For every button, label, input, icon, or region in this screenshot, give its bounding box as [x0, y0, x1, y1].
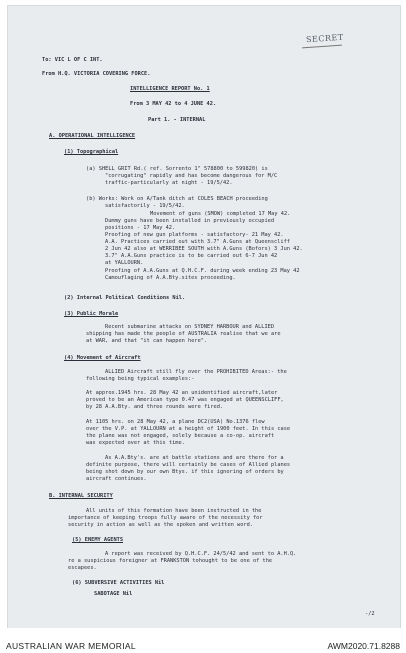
aircraft-line: As A.A.Bty's. are at battle stations and are there for a	[105, 455, 284, 461]
topo-b-line: satisfactorily - 19/5/42.	[105, 203, 185, 209]
topo-b-line: Proofing of new gun platforms - satisfactory- 21 May 42.	[105, 232, 284, 238]
topo-b-line: 2 Jun 42 also at WERRIBEE SOUTH with A.Guns (Bofors) 3 Jun 42.	[105, 246, 303, 252]
public-morale-heading: (3) Public Morale	[64, 311, 119, 317]
topo-b-line: 3.7" A.A.Guns practice is to be carried out 6-7 Jun 42	[105, 253, 278, 259]
topo-b-line: Movement of guns (SMOW) completed 17 May 42.	[150, 211, 291, 217]
agents-line: re a suspicious foreigner at FRANKSTON tohought to be one of the	[68, 558, 273, 564]
topo-a-line: "corrugating" rapidly and has become dangerous for M/C	[105, 173, 278, 179]
morale-line: Recent submarine attacks on SYDNEY HARBOUR and ALLIED	[105, 324, 275, 330]
aircraft-line: proved to be an American type 0.47 was engaged at QUEENSCLIFF,	[86, 397, 284, 403]
section-a-heading: A. OPERATIONAL INTELLIGENCE	[49, 133, 136, 139]
topo-b-line: Proofing of A.A.Guns at Q.H.C.F. during week ending 23 May 42	[105, 268, 300, 274]
aircraft-line: At approx.1945 hrs. 28 May 42 an unidentified aircraft,later	[86, 390, 278, 396]
secret-stamp: SECRET	[305, 32, 344, 45]
aircraft-line: over the V.P. at YALLOURN at a height of 1900 feet. In this case	[86, 426, 291, 432]
topographical-heading: (1) Topographical	[64, 149, 119, 155]
enemy-agents-heading: (5) ENEMY AGENTS	[72, 537, 124, 543]
topo-b-line: Dummy guns have been installed in previously occupied	[105, 218, 275, 224]
political-conditions-line: (2) Internal Political Conditions Nil.	[64, 295, 186, 301]
topo-b-line: at YALLOURN.	[105, 260, 144, 266]
aircraft-line: ALLIED Aircraft still fly over the PROHIBITED Areas:- the	[105, 369, 287, 375]
agents-line: escapees.	[68, 565, 97, 571]
topo-b-line: (b) Works: Work on A/Tank ditch at COLES BEACH proceeding	[86, 196, 268, 202]
aircraft-line: was expected over at this time.	[86, 440, 185, 446]
topo-a-line: (a) SHELL GRIT Rd.( ref. Sorrento 1" 578800 to 599820) is	[86, 166, 268, 172]
report-period: From 3 MAY 42 to 4 JUNE 42.	[130, 101, 217, 107]
topo-b-line: positions - 17 May 42.	[105, 225, 176, 231]
aircraft-line: being shot down by our own Btys. if this ignoring of orders by	[86, 469, 284, 475]
section-b-heading: B. INTERNAL SECURITY	[49, 493, 113, 499]
aircraft-line: following being typical examples:-	[86, 376, 195, 382]
aircraft-line: by 28 A.A.Bty. and three rounds were fired.	[86, 404, 224, 410]
topo-b-line: A.A. Practices carried out with 3.7" A.Guns at Queenscliff	[105, 239, 290, 245]
security-line: importance of keeping troops fully aware of the necessity for	[68, 515, 263, 521]
topo-a-line: traffic-particularly at night - 19/5/42.	[105, 180, 233, 186]
subversive-activities-line: (6) SUBVERSIVE ACTIVITIES Nil	[72, 580, 165, 586]
footer-accession-number: AWM2020.71.8288	[327, 641, 400, 651]
part-heading: Part 1. - INTERNAL	[148, 117, 206, 123]
page-continuation: -/2	[365, 611, 375, 617]
footer-credit: AUSTRALIAN WAR MEMORIAL	[6, 641, 136, 651]
aircraft-line: the plane was not engaged, solely because a co-op. aircraft	[86, 433, 275, 439]
aircraft-line: At 1105 hrs. on 28 May 42, a plane DC2(USA) No.1376 flew	[86, 419, 265, 425]
topo-b-line: Camouflaging of A.A.Bty.sites proceeding.	[105, 275, 236, 281]
aircraft-heading: (4) Movement of Aircraft	[64, 355, 141, 361]
morale-line: at WAR, and that "it can happen here".	[86, 338, 208, 344]
aircraft-line: aircraft continues.	[86, 476, 147, 482]
report-title: INTELLIGENCE REPORT No. 1	[130, 86, 210, 92]
agents-line: A report was received by Q.H.C.F. 24/5/42 and sent to A.H.Q.	[105, 551, 297, 557]
security-line: security in action as well as the spoken and written word.	[68, 522, 253, 528]
morale-line: shipping has made the people of AUSTRALIA realise that we are	[86, 331, 281, 337]
security-line: All units of this formation have been instructed in the	[86, 508, 262, 514]
from-line: From H.Q. VICTORIA COVERING FORCE.	[42, 71, 151, 77]
sabotage-line: SABOTAGE Nil	[94, 591, 133, 597]
to-line: To: VIC L OF C INT.	[42, 57, 103, 63]
aircraft-line: definite purpose, there will certainly be cases of Allied planes	[86, 462, 291, 468]
